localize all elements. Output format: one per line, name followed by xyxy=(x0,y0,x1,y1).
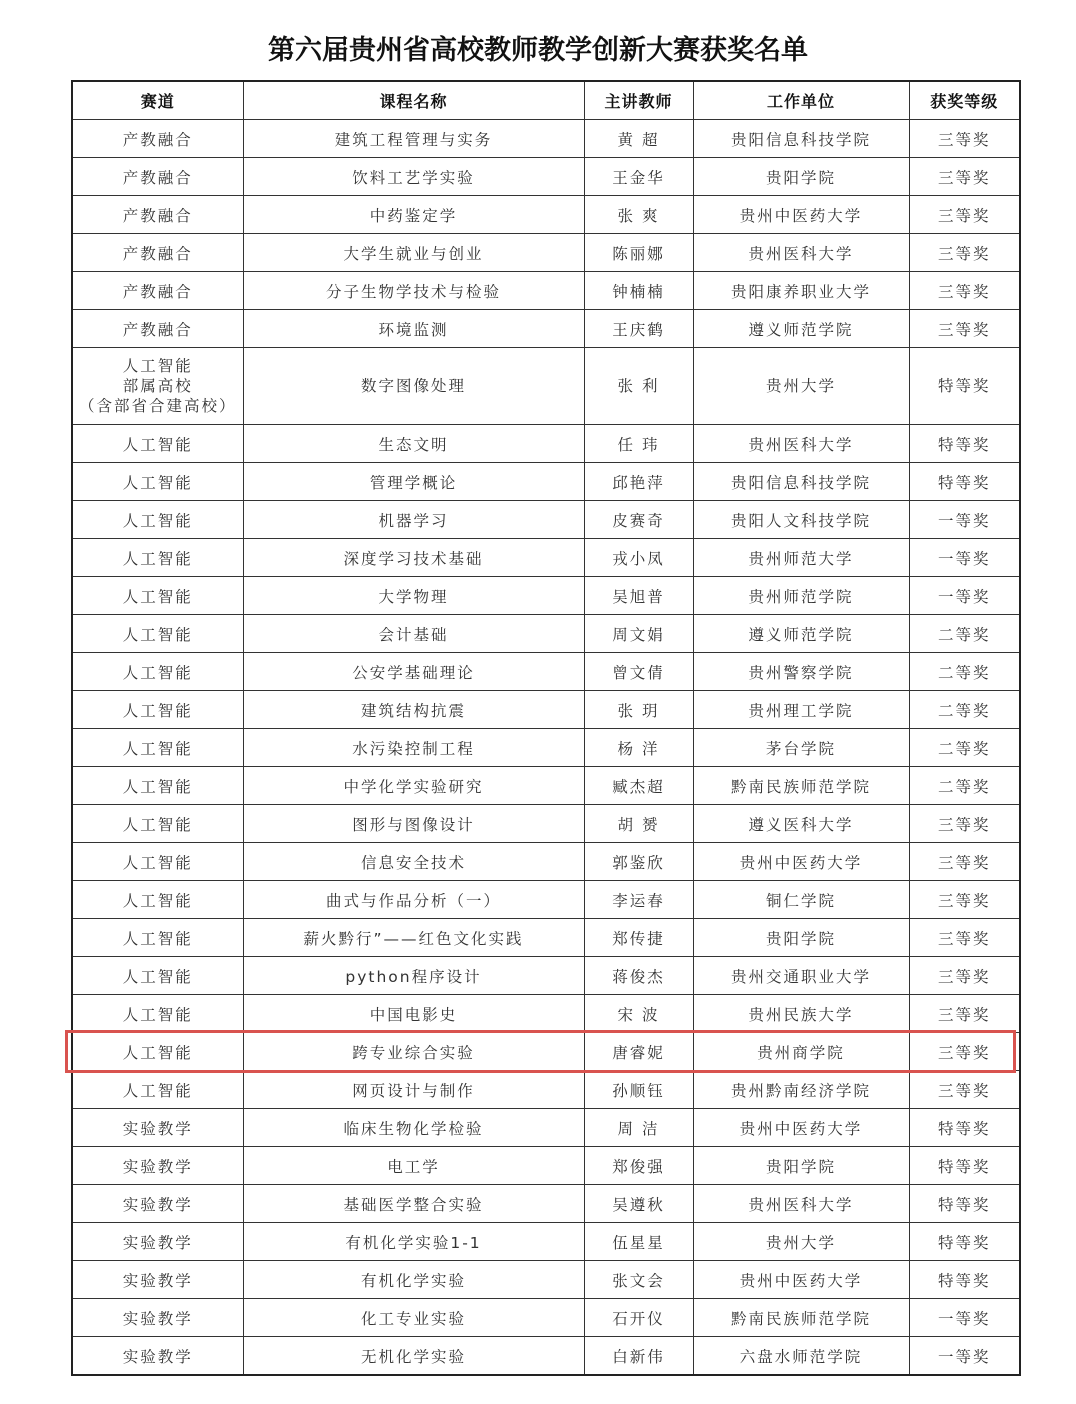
cell-award: 三等奖 xyxy=(909,272,1020,310)
cell-course: 无机化学实验 xyxy=(243,1337,584,1376)
cell-course: 薪火黔行”——红色文化实践 xyxy=(243,919,584,957)
cell-track: 实验教学 xyxy=(72,1109,243,1147)
table-row xyxy=(72,1185,1020,1223)
cell-track: 人工智能 xyxy=(72,425,243,463)
cell-course: 机器学习 xyxy=(243,501,584,539)
cell-course: 图形与图像设计 xyxy=(243,805,584,843)
cell-award: 三等奖 xyxy=(909,843,1020,881)
cell-track: 人工智能 xyxy=(72,805,243,843)
cell-award: 三等奖 xyxy=(909,196,1020,234)
column-header-award: 获奖等级 xyxy=(909,81,1020,120)
cell-teacher: 郑传捷 xyxy=(584,919,693,957)
cell-track xyxy=(72,348,243,425)
cell-course: 有机化学实验 xyxy=(243,1261,584,1299)
cell-unit: 贵阳信息科技学院 xyxy=(693,463,909,501)
cell-track: 人工智能 xyxy=(72,501,243,539)
cell-unit: 遵义师范学院 xyxy=(693,310,909,348)
cell-course: 曲式与作品分析（一） xyxy=(243,881,584,919)
cell-track: 人工智能 xyxy=(72,1033,243,1071)
table-row xyxy=(72,1109,1020,1147)
cell-award: 三等奖 xyxy=(909,158,1020,196)
cell-teacher: 宋 波 xyxy=(584,995,693,1033)
cell-course: 中国电影史 xyxy=(243,995,584,1033)
cell-award: 二等奖 xyxy=(909,691,1020,729)
cell-award: 三等奖 xyxy=(909,881,1020,919)
cell-teacher: 杨 洋 xyxy=(584,729,693,767)
cell-unit: 遵义医科大学 xyxy=(693,805,909,843)
cell-track: 产教融合 xyxy=(72,310,243,348)
table-row xyxy=(72,995,1020,1033)
table-row xyxy=(72,919,1020,957)
cell-teacher: 王金华 xyxy=(584,158,693,196)
cell-award: 特等奖 xyxy=(909,1223,1020,1261)
cell-unit: 贵阳人文科技学院 xyxy=(693,501,909,539)
cell-award: 一等奖 xyxy=(909,501,1020,539)
cell-teacher: 李运春 xyxy=(584,881,693,919)
cell-teacher: 蒋俊杰 xyxy=(584,957,693,995)
cell-track: 人工智能 xyxy=(72,653,243,691)
cell-award: 三等奖 xyxy=(909,1033,1020,1071)
cell-teacher: 张文会 xyxy=(584,1261,693,1299)
cell-teacher: 戎小凤 xyxy=(584,539,693,577)
cell-track: 人工智能 xyxy=(72,843,243,881)
cell-track: 人工智能 xyxy=(72,881,243,919)
cell-teacher: 曾文倩 xyxy=(584,653,693,691)
cell-unit: 贵州中医药大学 xyxy=(693,843,909,881)
cell-unit: 贵州交通职业大学 xyxy=(693,957,909,995)
table-row xyxy=(72,196,1020,234)
cell-unit: 贵州医科大学 xyxy=(693,234,909,272)
cell-unit: 贵州中医药大学 xyxy=(693,196,909,234)
column-header-teacher: 主讲教师 xyxy=(584,81,693,120)
cell-course: 环境监测 xyxy=(243,310,584,348)
cell-unit: 贵州商学院 xyxy=(693,1033,909,1071)
cell-award: 二等奖 xyxy=(909,615,1020,653)
cell-course: 中学化学实验研究 xyxy=(243,767,584,805)
cell-course: 分子生物学技术与检验 xyxy=(243,272,584,310)
cell-teacher: 伍星星 xyxy=(584,1223,693,1261)
cell-teacher: 胡 赟 xyxy=(584,805,693,843)
cell-track-line: 部属高校 xyxy=(122,377,193,395)
cell-track: 实验教学 xyxy=(72,1261,243,1299)
cell-award: 特等奖 xyxy=(909,1147,1020,1185)
table-row xyxy=(72,843,1020,881)
cell-track: 人工智能 xyxy=(72,995,243,1033)
cell-teacher: 张 爽 xyxy=(584,196,693,234)
cell-unit: 贵阳学院 xyxy=(693,919,909,957)
cell-course: 建筑结构抗震 xyxy=(243,691,584,729)
column-header-course: 课程名称 xyxy=(243,81,584,120)
cell-course: 公安学基础理论 xyxy=(243,653,584,691)
cell-unit: 贵州大学 xyxy=(693,1223,909,1261)
cell-unit: 贵州警察学院 xyxy=(693,653,909,691)
cell-track: 人工智能 xyxy=(72,615,243,653)
cell-track: 产教融合 xyxy=(72,234,243,272)
table-row xyxy=(72,1147,1020,1185)
cell-track-line: （含部省合建高校） xyxy=(78,397,237,415)
cell-course: 建筑工程管理与实务 xyxy=(243,120,584,158)
cell-course: 深度学习技术基础 xyxy=(243,539,584,577)
table-row xyxy=(72,805,1020,843)
table-header-row xyxy=(72,81,1020,120)
cell-course: 化工专业实验 xyxy=(243,1299,584,1337)
cell-award: 三等奖 xyxy=(909,234,1020,272)
table-row xyxy=(72,957,1020,995)
table-row xyxy=(72,158,1020,196)
cell-unit: 贵州中医药大学 xyxy=(693,1261,909,1299)
table-row xyxy=(72,501,1020,539)
cell-award: 特等奖 xyxy=(909,348,1020,425)
cell-award: 三等奖 xyxy=(909,957,1020,995)
cell-teacher: 郑俊强 xyxy=(584,1147,693,1185)
cell-teacher: 邱艳萍 xyxy=(584,463,693,501)
cell-award: 三等奖 xyxy=(909,995,1020,1033)
cell-teacher: 钟楠楠 xyxy=(584,272,693,310)
cell-course: 数字图像处理 xyxy=(243,348,584,425)
cell-unit: 贵州医科大学 xyxy=(693,425,909,463)
cell-unit: 贵州黔南经济学院 xyxy=(693,1071,909,1109)
cell-teacher: 孙顺钰 xyxy=(584,1071,693,1109)
table-body xyxy=(72,120,1020,1376)
cell-course: 大学物理 xyxy=(243,577,584,615)
cell-unit: 贵州师范大学 xyxy=(693,539,909,577)
cell-unit: 贵州中医药大学 xyxy=(693,1109,909,1147)
cell-course: 信息安全技术 xyxy=(243,843,584,881)
cell-teacher: 张 利 xyxy=(584,348,693,425)
cell-course: 水污染控制工程 xyxy=(243,729,584,767)
cell-course: 中药鉴定学 xyxy=(243,196,584,234)
cell-teacher: 周 洁 xyxy=(584,1109,693,1147)
cell-award: 一等奖 xyxy=(909,539,1020,577)
page-title: 第六届贵州省高校教师教学创新大赛获奖名单 xyxy=(268,35,808,66)
cell-teacher: 臧杰超 xyxy=(584,767,693,805)
cell-teacher: 郭鉴欣 xyxy=(584,843,693,881)
cell-track: 实验教学 xyxy=(72,1185,243,1223)
cell-award: 三等奖 xyxy=(909,120,1020,158)
table-row xyxy=(72,881,1020,919)
table-row xyxy=(72,234,1020,272)
table-row xyxy=(72,272,1020,310)
cell-unit: 贵阳信息科技学院 xyxy=(693,120,909,158)
cell-unit: 茅台学院 xyxy=(693,729,909,767)
cell-teacher: 吴遵秋 xyxy=(584,1185,693,1223)
cell-teacher: 张 玥 xyxy=(584,691,693,729)
table-row xyxy=(72,1261,1020,1299)
cell-unit: 黔南民族师范学院 xyxy=(693,767,909,805)
cell-award: 特等奖 xyxy=(909,463,1020,501)
cell-course: 网页设计与制作 xyxy=(243,1071,584,1109)
table-row xyxy=(72,1071,1020,1109)
table-row xyxy=(72,120,1020,158)
cell-award: 二等奖 xyxy=(909,653,1020,691)
cell-teacher: 王庆鹤 xyxy=(584,310,693,348)
cell-track: 实验教学 xyxy=(72,1337,243,1376)
cell-award: 特等奖 xyxy=(909,425,1020,463)
cell-unit: 贵州理工学院 xyxy=(693,691,909,729)
cell-teacher: 黄 超 xyxy=(584,120,693,158)
cell-award: 一等奖 xyxy=(909,1299,1020,1337)
cell-award: 特等奖 xyxy=(909,1185,1020,1223)
cell-track: 实验教学 xyxy=(72,1147,243,1185)
table-row xyxy=(72,1223,1020,1261)
cell-track: 人工智能 xyxy=(72,539,243,577)
cell-unit: 黔南民族师范学院 xyxy=(693,1299,909,1337)
table-row xyxy=(72,463,1020,501)
awards-table xyxy=(71,80,1021,1376)
cell-track: 人工智能 xyxy=(72,577,243,615)
column-header-unit: 工作单位 xyxy=(693,81,909,120)
cell-course: 临床生物化学检验 xyxy=(243,1109,584,1147)
cell-track: 人工智能 xyxy=(72,691,243,729)
cell-course: python程序设计 xyxy=(243,957,584,995)
cell-unit: 贵阳学院 xyxy=(693,158,909,196)
cell-award: 特等奖 xyxy=(909,1109,1020,1147)
table-row xyxy=(72,1299,1020,1337)
table-row xyxy=(72,425,1020,463)
table-row xyxy=(72,310,1020,348)
cell-track: 产教融合 xyxy=(72,158,243,196)
cell-unit: 贵州师范学院 xyxy=(693,577,909,615)
cell-track: 人工智能 xyxy=(72,1071,243,1109)
cell-teacher: 陈丽娜 xyxy=(584,234,693,272)
cell-course: 跨专业综合实验 xyxy=(243,1033,584,1071)
table-row xyxy=(72,348,1020,425)
cell-track-line: 人工智能 xyxy=(122,357,193,375)
cell-course: 基础医学整合实验 xyxy=(243,1185,584,1223)
cell-track: 人工智能 xyxy=(72,919,243,957)
cell-track: 产教融合 xyxy=(72,196,243,234)
table-row-highlighted xyxy=(72,1033,1020,1071)
cell-course: 有机化学实验1-1 xyxy=(243,1223,584,1261)
cell-track: 实验教学 xyxy=(72,1223,243,1261)
cell-award: 三等奖 xyxy=(909,919,1020,957)
cell-teacher: 石开仪 xyxy=(584,1299,693,1337)
cell-award: 一等奖 xyxy=(909,1337,1020,1376)
cell-course: 会计基础 xyxy=(243,615,584,653)
cell-track: 实验教学 xyxy=(72,1299,243,1337)
column-header-track: 赛道 xyxy=(72,81,243,120)
cell-track: 产教融合 xyxy=(72,120,243,158)
cell-unit: 贵州大学 xyxy=(693,348,909,425)
cell-teacher: 皮赛奇 xyxy=(584,501,693,539)
cell-unit: 贵州医科大学 xyxy=(693,1185,909,1223)
table-row xyxy=(72,691,1020,729)
cell-track: 人工智能 xyxy=(72,767,243,805)
cell-course: 大学生就业与创业 xyxy=(243,234,584,272)
cell-award: 特等奖 xyxy=(909,1261,1020,1299)
cell-track: 产教融合 xyxy=(72,272,243,310)
cell-unit: 铜仁学院 xyxy=(693,881,909,919)
cell-course: 生态文明 xyxy=(243,425,584,463)
table-row xyxy=(72,653,1020,691)
cell-award: 二等奖 xyxy=(909,729,1020,767)
cell-track: 人工智能 xyxy=(72,957,243,995)
cell-unit: 贵阳康养职业大学 xyxy=(693,272,909,310)
cell-teacher: 唐睿妮 xyxy=(584,1033,693,1071)
table-row xyxy=(72,1337,1020,1376)
cell-course: 电工学 xyxy=(243,1147,584,1185)
cell-track: 人工智能 xyxy=(72,729,243,767)
cell-course: 管理学概论 xyxy=(243,463,584,501)
cell-unit: 贵阳学院 xyxy=(693,1147,909,1185)
table-row xyxy=(72,615,1020,653)
cell-award: 三等奖 xyxy=(909,310,1020,348)
cell-track: 人工智能 xyxy=(72,463,243,501)
cell-teacher: 周文娟 xyxy=(584,615,693,653)
table-row xyxy=(72,767,1020,805)
cell-unit: 遵义师范学院 xyxy=(693,615,909,653)
cell-award: 三等奖 xyxy=(909,805,1020,843)
cell-award: 三等奖 xyxy=(909,1071,1020,1109)
cell-unit: 贵州民族大学 xyxy=(693,995,909,1033)
cell-teacher: 吴旭普 xyxy=(584,577,693,615)
cell-unit: 六盘水师范学院 xyxy=(693,1337,909,1376)
cell-teacher: 任 玮 xyxy=(584,425,693,463)
cell-course: 饮料工艺学实验 xyxy=(243,158,584,196)
table-row xyxy=(72,577,1020,615)
cell-award: 二等奖 xyxy=(909,767,1020,805)
table-row xyxy=(72,729,1020,767)
table-row xyxy=(72,539,1020,577)
cell-award: 一等奖 xyxy=(909,577,1020,615)
cell-teacher: 白新伟 xyxy=(584,1337,693,1376)
